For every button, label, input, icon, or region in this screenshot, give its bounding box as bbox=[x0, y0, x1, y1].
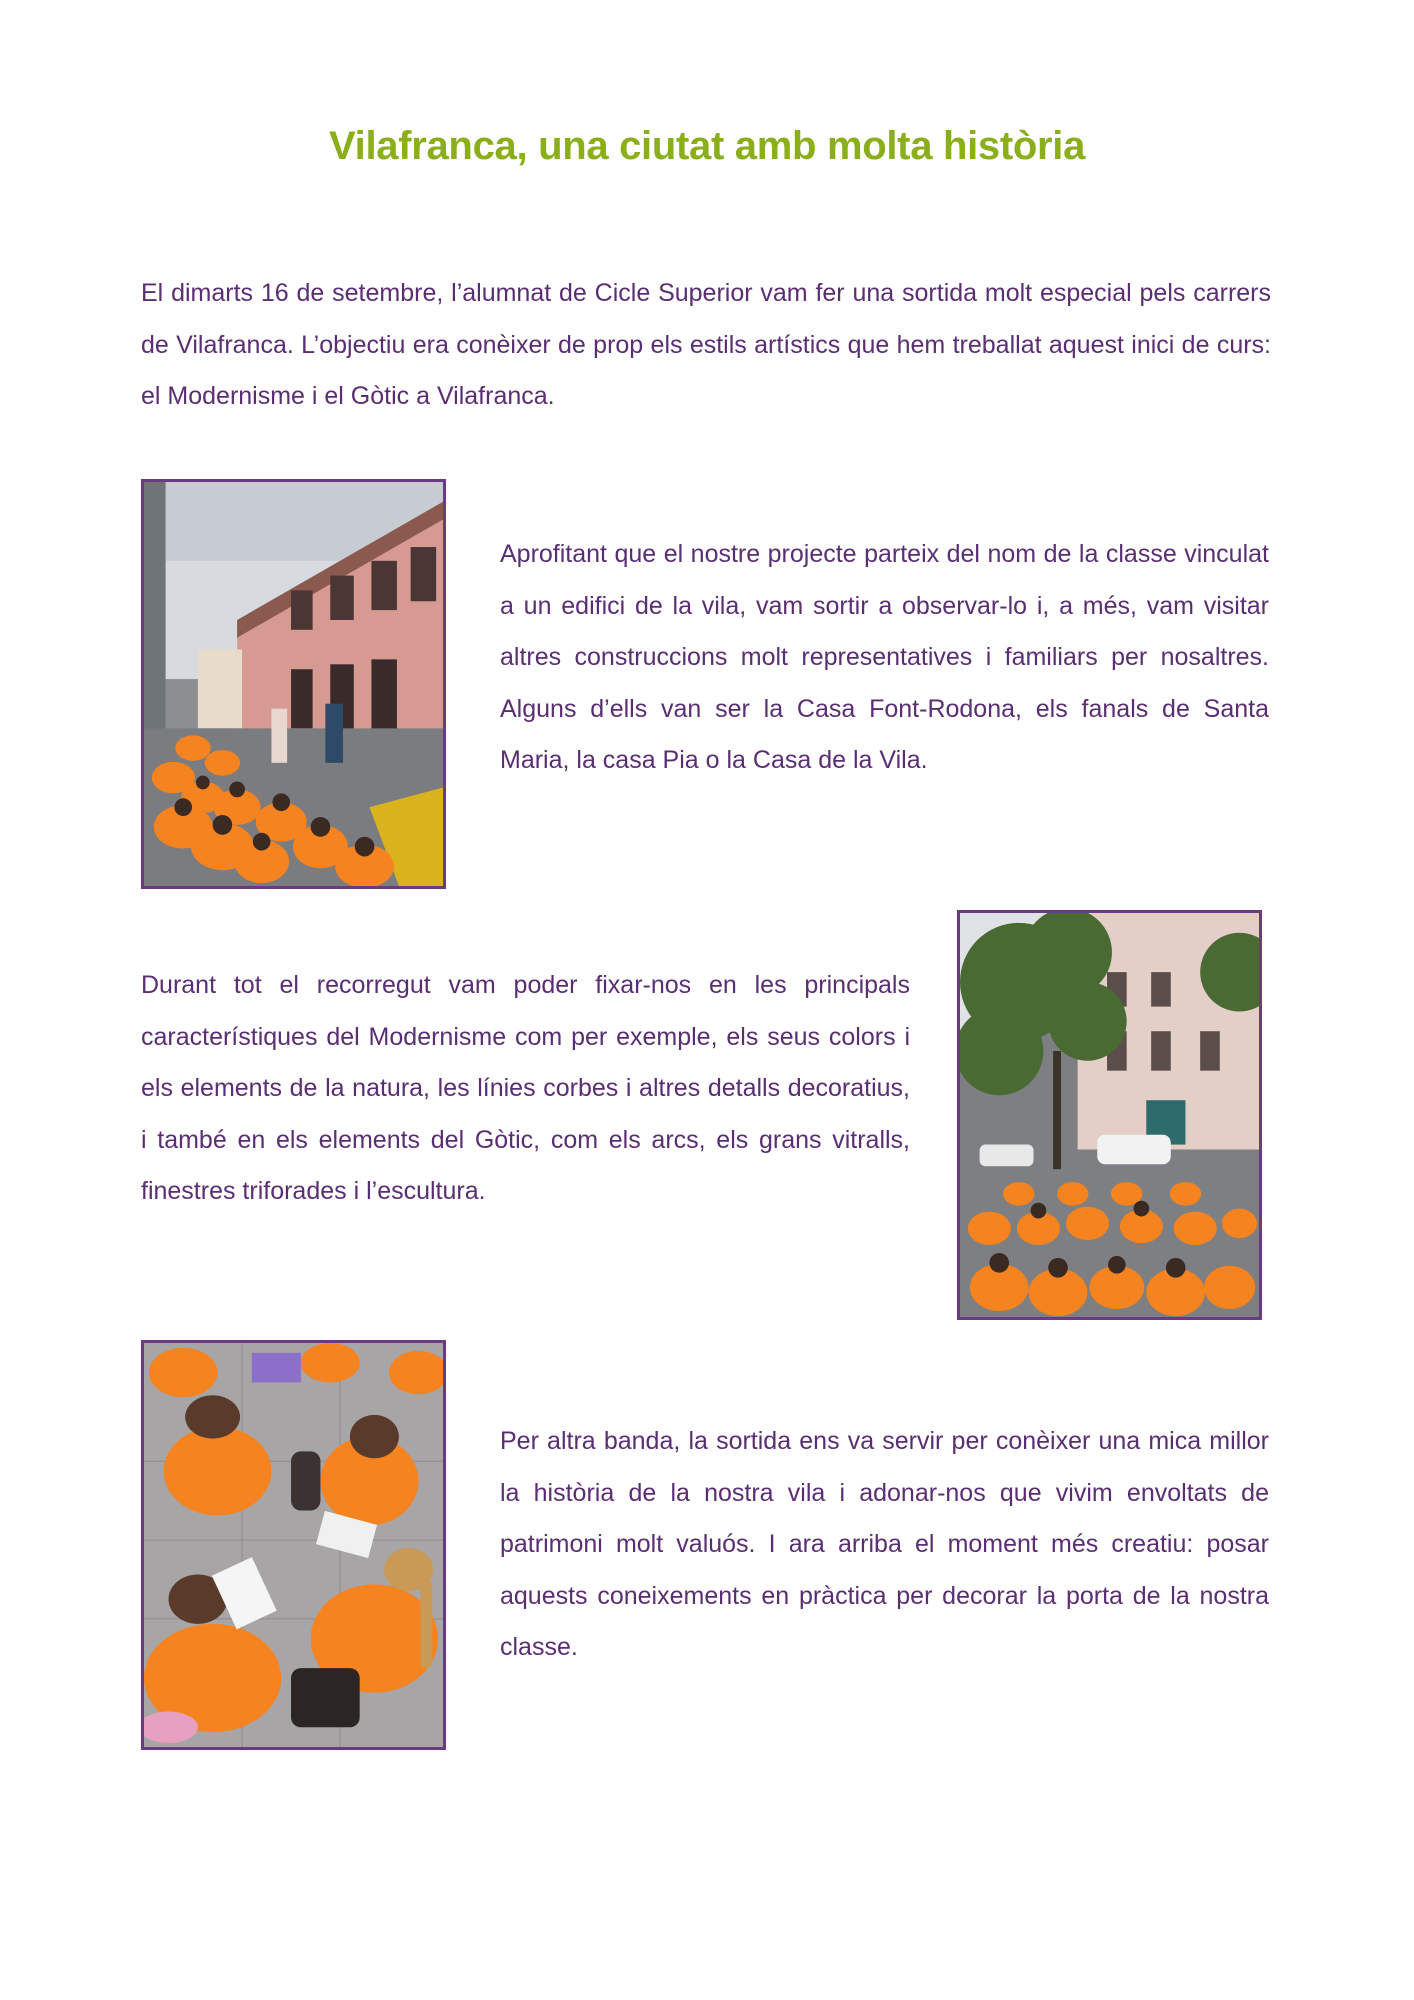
street-building-photo bbox=[141, 479, 446, 889]
intro-paragraph: El dimarts 16 de setembre, l’alumnat de Cicle Superior vam fer una sortida molt especial pels carrers de Vilafranca. L’objectiu era conèixer de prop els estils artístics que hem treballat aquest inici de curs: el Modernisme i el Gòtic a Vilafranca. bbox=[141, 279, 1271, 410]
closing-paragraph: Per altra banda, la sortida ens va servir per conèixer una mica millor la història de la nostra vila i adonar-nos que vivim envoltats de patrimoni molt valuós. I ara arriba el moment més creatiu: posar aquests coneixements en pràctica per decorar la porta de la nostra classe. bbox=[500, 1427, 1269, 1661]
features-paragraph: Durant tot el recorregut vam poder fixar-nos en les principals característiques del Modernisme com per exemple, els seus colors i els elements de la natura, les línies corbes i altres detalls decoratius, i també en els elements del Gòtic, com els arcs, els grans vitralls, finestres triforades i l’escultura. bbox=[141, 971, 910, 1205]
project-paragraph: Aprofitant que el nostre projecte parteix del nom de la classe vinculat a un edifici de la vila, vam sortir a observar-lo i, a més, vam visitar altres construccions molt representatives i familiars per nosaltres. Alguns d’ells van ser la Casa Font-Rodona, els fanals de Santa Maria, la casa Pia o la Casa de la Vila. bbox=[500, 540, 1269, 774]
students-drawing-photo bbox=[141, 1340, 446, 1750]
square-trees-photo bbox=[957, 910, 1262, 1320]
page-title: Vilafranca, una ciutat amb molta història bbox=[328, 124, 1086, 168]
